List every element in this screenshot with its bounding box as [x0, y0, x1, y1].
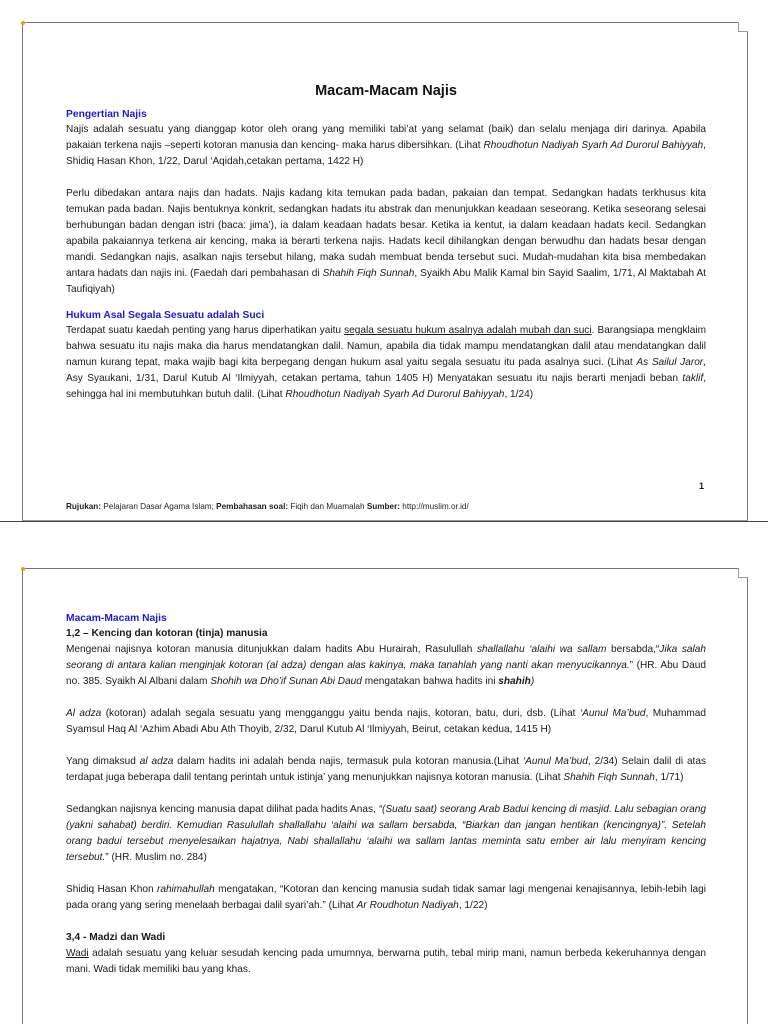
- page-corner-marker: [21, 21, 25, 25]
- page-fold-corner: [738, 568, 748, 578]
- paragraph-hukum-asal: Terdapat suatu kaedah penting yang harus diperhatikan yaitu segala sesuatu hukum asalnya adalah mubah dan suci. Barangsiapa mengklaim bahwa sesuatu itu najis maka dia harus mendatangkan dalil. Namun, apabila dia tidak mampu mendatangkan dalil atau mendatangkan dalil namun kurang tepat, maka wajib bagi kita berpegang dengan hukum asal yaitu segala sesuatu itu pada asalnya suci. (Lihat As Sailul Jaror, Asy Syaukani, 1/31, Darul Kutub Al ‘Ilmiyyah, cetakan pertama, tahun 1405 H) Menyatakan sesuatu itu najis berarti menjadi beban taklif, sehingga hal ini membutuhkan butuh dalil. (Lihat Rhoudhotun Nadiyah Syarh Ad Durorul Bahiyyah, 1/24): [66, 325, 707, 400]
- paragraph-hadits-anas: Sedangkan najisnya kencing manusia dapat dilihat pada hadits Anas, “(Suatu saat) seorang Arab Badui kencing di masjid. Lalu sebagian orang (yakni sahabat) berdiri. Kemudian Rasulullah shallallahu ‘alaihi wa sallam bersabda, “Biarkan dan jangan hentikan (kencingnya)”. Setelah orang badui tersebut menyelesaikan hajatnya, Nabi shallallahu ‘alaihi wa sallam lantas meminta satu ember air lalu menyiram kencing tersebut.” (HR. Muslim no. 284): [66, 804, 706, 863]
- document-page-2: [22, 568, 748, 1024]
- paragraph-definition: Najis adalah sesuatu yang dianggap kotor oleh orang yang memiliki tabi’at yang selamat (baik) dan selalu menjaga diri darinya. Apabila pakaian terkena najis –seperti kotoran manusia dan kencing- maka harus dibersihkan. (Lihat Rhoudhotun Nadiyah Syarh Ad Durorul Bahiyyah, Shidiq Hasan Khon, 1/22, Darul ‘Aqidah,cetakan pertama, 1422 H): [66, 124, 706, 167]
- section-heading-hukum-asal: Hukum Asal Segala Sesuatu adalah Suci: [66, 310, 265, 321]
- document-title: Macam-Macam Najis: [315, 83, 457, 99]
- paragraph-hadits-abu-hurairah: Mengenai najisnya kotoran manusia ditunjukkan dalam hadits Abu Hurairah, Rasulullah shallallahu ‘alaihi wa sallam bersabda,“Jika salah seorang di antara kalian menginjak kotoran (al adza) dengan alas kakinya, maka tanahlah yang nanti akan menyucikannya.” (HR. Abu Daud no. 385. Syaikh Al Albani dalam Shohih wa Dho’if Sunan Abi Daud mengatakan bahwa hadits ini shahih): [66, 644, 706, 687]
- document-page-1: [22, 22, 748, 521]
- paragraph-wadi: Wadi adalah sesuatu yang keluar sesudah kencing pada umumnya, berwarna putih, tebal mirip mani, namun berbeda kekeruhannya dengan mani. Wadi tidak memiliki bau yang khas.: [66, 948, 706, 975]
- paragraph-maksud-al-adza: Yang dimaksud al adza dalam hadits ini adalah benda najis, termasuk pula kotoran manusia.(Lihat ‘Aunul Ma’bud, 2/34) Selain dalil di atas terdapat juga beberapa dalil tentang perintah untuk istinja’ yang menunjukkan najisnya kotoran manusia. (Lihat Shahih Fiqh Sunnah, 1/71): [66, 756, 707, 783]
- paragraph-al-adza: Al adza (kotoran) adalah segala sesuatu yang mengganggu yaitu benda najis, kotoran, batu, duri, dsb. (Lihat ‘Aunul Ma’bud, Muhammad Syamsul Haq Al ‘Azhim Abadi Abu Ath Thoyib, 2/32, Darul Kutub Al ‘Ilmiyyah, Beirut, cetakan kedua, 1415 H): [66, 708, 706, 735]
- paragraph-najis-hadats: Perlu dibedakan antara najis dan hadats. Najis kadang kita temukan pada badan, pakaian dan tempat. Sedangkan hadats terkhusus kita temukan pada badan. Najis bentuknya konkrit, sedangkan hadats itu abstrak dan menunjukkan keadaan seseorang. Ketika seseorang selesai berhubungan badan dengan istri (baca: jima’), ia dalam keadaan hadats besar. Ketika ia kentut, ia dalam keadaan hadats kecil. Sedangkan apabila pakaiannya terkena air kencing, maka ia berarti terkena najis. Hadats kecil dihilangkan dengan berwudhu dan hadats besar dengan mandi. Sedangkan najis, asalkan najis tersebut hilang, maka sudah membuat benda tersebut suci. Mudah-mudahan kita bisa membedakan antara hadats dan najis ini. (Faedah dari pembahasan di Shahih Fiqh Sunnah, Syaikh Abu Malik Kamal bin Sayid Saalim, 1/71, Al Maktabah At Taufiqiyah): [66, 188, 706, 295]
- paragraph-shidiq-hasan-khon: Shidiq Hasan Khon rahimahullah mengatakan, “Kotoran dan kencing manusia sudah tidak samar lagi mengenai kenajisannya, lebih-lebih lagi pada orang yang sering menelaah berbagai dalil syari’ah.” (Lihat Ar Roudhotun Nadiyah, 1/22): [66, 884, 706, 911]
- page-corner-marker: [21, 567, 25, 571]
- page-footer: Rujukan: Pelajaran Dasar Agama Islam; Pembahasan soal: Fiqih dan Muamalah Sumber: http://muslim.or.id/: [66, 502, 469, 511]
- page-2-content: [66, 611, 706, 994]
- page-separator-line: [0, 521, 768, 522]
- page-1-content: [66, 81, 706, 419]
- section-heading-pengertian: Pengertian Najis: [66, 109, 147, 120]
- page-fold-corner: [738, 22, 748, 32]
- section-heading-macam-najis: Macam-Macam Najis: [66, 613, 167, 624]
- page-number: 1: [698, 481, 704, 491]
- sub-heading-madzi-wadi: 3,4 - Madzi dan Wadi: [66, 932, 166, 943]
- sub-heading-kencing-kotoran: 1,2 – Kencing dan kotoran (tinja) manusia: [66, 628, 268, 639]
